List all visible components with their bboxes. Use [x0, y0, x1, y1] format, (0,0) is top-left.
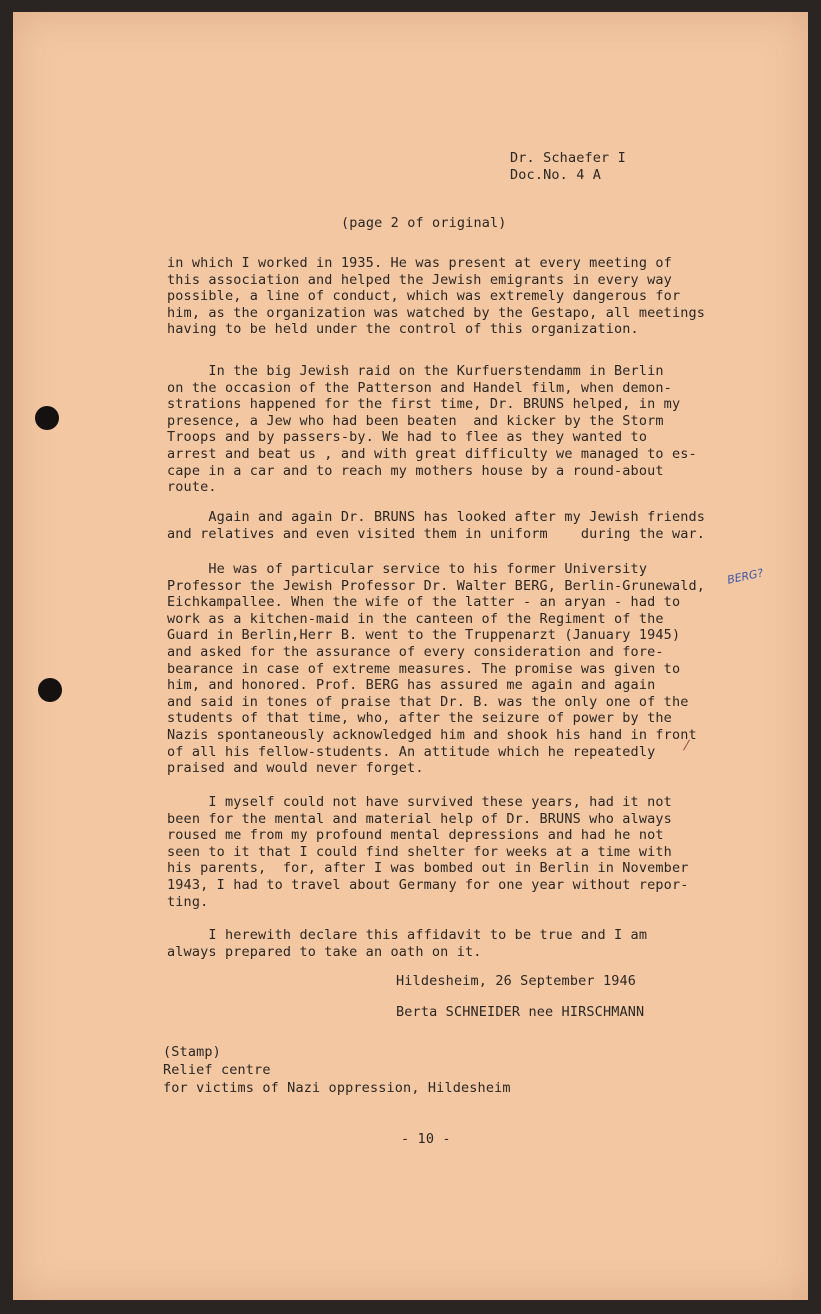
body-line: and relatives and even visited them in uniform during the war. — [167, 525, 706, 542]
body-line: bearance in case of extreme measures. The promise was given to — [167, 660, 681, 677]
body-line: in which I worked in 1935. He was present at every meeting of — [167, 255, 672, 271]
body-line: Nazis spontaneously acknowledged him and shook his hand in front — [167, 727, 697, 743]
punch-hole — [38, 678, 62, 702]
body-line: work as a kitchen-maid in the canteen of the Regiment of the — [167, 610, 664, 627]
body-line: seen to it that I could find shelter for weeks at a time with — [167, 843, 672, 860]
body-line: always prepared to take an oath on it. — [167, 943, 482, 960]
body-line: on the occasion of the Patterson and Handel film, when demon- — [167, 379, 672, 396]
body-line: and asked for the assurance of every consideration and fore- — [167, 644, 664, 660]
body-line: Eichkampallee. When the wife of the latter - an aryan - had to — [167, 594, 681, 611]
stamp-line: Relief centre — [163, 1062, 271, 1078]
body-line: roused me from my profound mental depressions and had he not — [167, 827, 664, 844]
margin-annotation: BERG? — [726, 566, 765, 587]
body-line: Again and again Dr. BRUNS has looked after my Jewish friends — [167, 509, 706, 525]
body-line: him, and honored. Prof. BERG has assured me again and again — [167, 677, 656, 694]
body-line: Guard in Berlin,Herr B. went to the Truppenarzt (January 1945) — [167, 627, 681, 644]
body-line: been for the mental and material help of Dr. BRUNS who always — [167, 810, 672, 827]
body-line: He was of particular service to his former University — [167, 561, 648, 577]
author-ref: Dr. Schaefer I — [510, 150, 626, 166]
body-line: route. — [167, 479, 217, 496]
body-line: In the big Jewish raid on the Kurfuerstendamm in Berlin — [167, 363, 664, 379]
body-line: cape in a car and to reach my mothers house by a round-about — [167, 462, 664, 479]
doc-number: Doc.No. 4 A — [510, 167, 602, 183]
document-page: Dr. Schaefer I Doc.No. 4 A (page 2 of original) in which I worked in 1935. He was present at every meeting of this association and helped the Jewish emigrants in every way possible, a line of conduct, which was extremely dangerous for him, as the organization was watched by the Gestapo, all meetings having to be held under the control of this organization. In the big Jewish raid on the Kurfuerstendamm in Berlin on the occasion of the Patterson and Handel film, when demon- strations happened for the first time, Dr. BRUNS helped, in my presence, a Jew who had been beaten and kicker by the Storm Troops and by passers-by. We had to flee as they wanted to arrest and beat us , and with great difficulty we managed to es- cape in a car and to reach my mothers house by a round-about route. Again and again Dr. BRUNS has looked after my Jewish friends and relatives and even visited them in uniform during the war. He was of particular service to his former University Professor the Jewish Professor Dr. Walter BERG, Berlin-Grunewald, Eichkampallee. When the wife of the latter - an aryan - had to work as a kitchen-maid in the canteen of the Regiment of the Guard in Berlin,Herr B. went to the Truppenarzt (January 1945) and asked for the assurance of every consideration and fore- bearance in case of extreme measures. The promise was given to him, and honored. Prof. BERG has assured me again and again and said in tones of praise that Dr. B. was the only one of the students of that time, who, after the seizure of power by the Nazis spontaneously acknowledged him and shook his hand in front of all his fellow-students. An attitude which he repeatedly praised and would never forget. I myself could not have survived these years, had it not been for the mental and material help of Dr. BRUNS who always roused me from my profound mental depressions and had he not seen to it that I could find shelter for weeks at a time with his parents, for, after I was bombed out in Berlin in November 1943, I had to travel about Germany for one year without repor- ting. I herewith declare this affidavit to be true and I am always prepared to take an oath on it. BERG? Hildesheim, 26 September 1946 Berta SCHNEIDER nee HIRSCHMANN (Stamp) Relief centre for victims of Nazi oppression, Hildesheim - 10 - — [13, 12, 808, 1300]
body-line: Troops and by passers-by. We had to flee as they wanted to — [167, 429, 648, 446]
stamp-label: (Stamp) — [163, 1044, 221, 1060]
body-line: arrest and beat us , and with great difficulty we managed to es- — [167, 446, 697, 462]
body-line: having to be held under the control of this organization. — [167, 321, 639, 338]
body-line: I myself could not have survived these years, had it not — [167, 794, 672, 810]
body-line: students of that time, who, after the seizure of power by the — [167, 710, 672, 727]
body-line: strations happened for the first time, Dr. BRUNS helped, in my — [167, 396, 681, 413]
stamp-line: for victims of Nazi oppression, Hildesheim — [163, 1080, 511, 1096]
punch-hole — [35, 406, 59, 430]
body-line: possible, a line of conduct, which was extremely dangerous for — [167, 288, 681, 305]
body-line: this association and helped the Jewish emigrants in every way — [167, 271, 672, 288]
body-line: ting. — [167, 893, 209, 910]
body-line: presence, a Jew who had been beaten and kicker by the Storm — [167, 412, 664, 429]
body-line: I herewith declare this affidavit to be true and I am — [167, 927, 648, 943]
body-line: 1943, I had to travel about Germany for one year without repor- — [167, 877, 689, 893]
body-line: of all his fellow-students. An attitude which he repeatedly — [167, 743, 656, 760]
body-line: praised and would never forget. — [167, 760, 424, 777]
body-line: Professor the Jewish Professor Dr. Walter BERG, Berlin-Grunewald, — [167, 577, 706, 594]
body-line: and said in tones of praise that Dr. B. was the only one of the — [167, 693, 689, 710]
body-line: his parents, for, after I was bombed out in Berlin in November — [167, 860, 689, 877]
body-line: him, as the organization was watched by the Gestapo, all meetings — [167, 304, 706, 321]
